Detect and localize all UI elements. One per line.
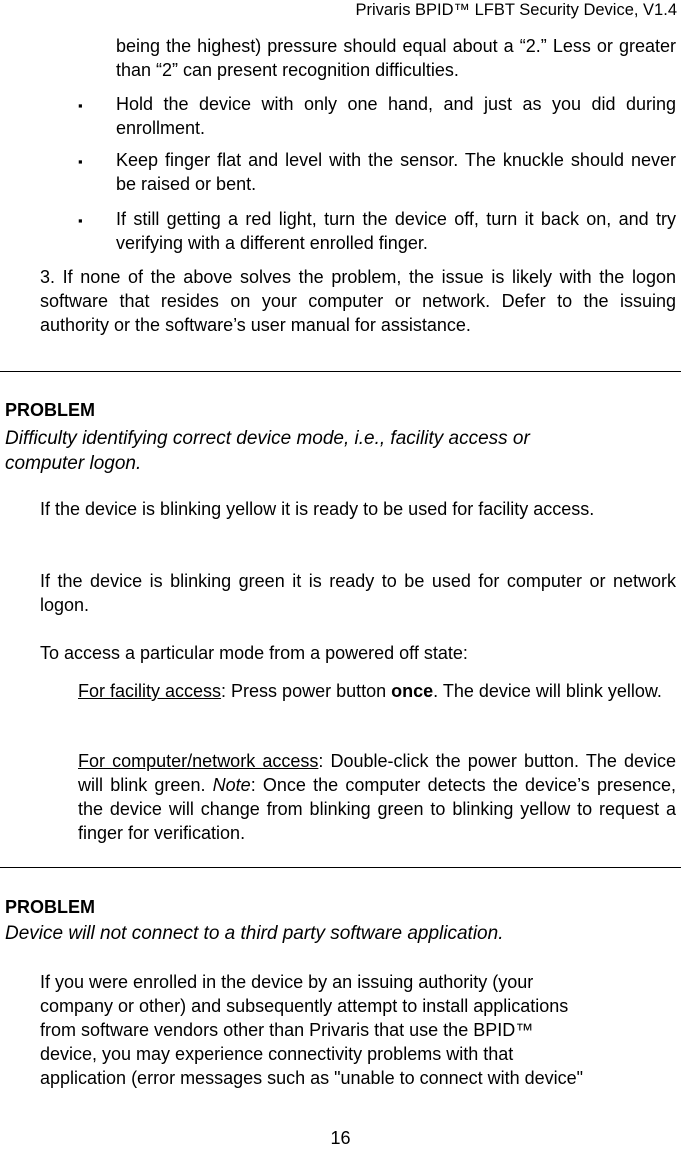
computer-access-term: For computer/network access — [78, 751, 319, 771]
paragraph-line: application (error messages such as "unable to connect with device" — [40, 1068, 584, 1088]
problem-paragraph: To access a particular mode from a powered off state: — [40, 643, 468, 663]
instruction-text: : Once the computer detects the device’s presence, the device will change from blinking green to blinking yellow to request a finger for verification. — [78, 775, 676, 843]
problem-paragraph: If the device is blinking yellow it is ready to be used for facility access. — [40, 499, 595, 519]
problem-paragraph: If the device is blinking green it is ready to be used for computer or network logon. — [40, 571, 676, 615]
step-3-paragraph: 3. If none of the above solves the problem, the issue is likely with the logon software that resides on your computer or network. Defer to the issuing authority or the software’s user manual for assistance. — [40, 267, 676, 335]
problem-label: PROBLEM — [5, 400, 95, 420]
computer-access-instruction — [78, 749, 676, 845]
section-divider — [0, 867, 681, 868]
bullet-item: If still getting a red light, turn the device off, turn it back on, and try verifying with a different enrolled finger. — [116, 209, 676, 253]
continuation-paragraph: being the highest) pressure should equal about a “2.” Less or greater than “2” can present recognition difficulties. — [116, 36, 676, 80]
bullet-item: Keep finger flat and level with the sensor. The knuckle should never be raised or bent. — [116, 150, 676, 194]
problem-label: PROBLEM — [5, 897, 95, 917]
bullet-marker: ▪ — [78, 98, 83, 113]
bullet-marker: ▪ — [78, 154, 83, 169]
facility-access-term: For facility access — [78, 681, 222, 701]
bullet-marker: ▪ — [78, 213, 83, 228]
paragraph-line: If you were enrolled in the device by an issuing authority (your — [40, 972, 534, 992]
emphasis-once: once — [391, 681, 434, 701]
instruction-text: : Press power button — [221, 681, 392, 701]
facility-access-instruction — [78, 679, 676, 703]
running-header: Privaris BPID™ LFBT Security Device, V1.4 — [355, 1, 677, 19]
problem-title: Device will not connect to a third party software application. — [5, 923, 504, 944]
problem-paragraph — [40, 970, 680, 1090]
section-divider — [0, 371, 681, 372]
problem-title: Difficulty identifying correct device mode, i.e., facility access or computer logon. — [5, 428, 530, 474]
paragraph-line: device, you may experience connectivity problems with that — [40, 1044, 514, 1064]
instruction-text: . The device will blink yellow. — [433, 681, 662, 701]
instruction-text: : Double-click the power button. The device will blink green. — [78, 751, 677, 795]
paragraph-line: from software vendors other than Privaris that use the BPID™ — [40, 1020, 534, 1040]
paragraph-line: company or other) and subsequently attempt to install applications — [40, 996, 569, 1016]
bullet-item: Hold the device with only one hand, and just as you did during enrollment. — [116, 94, 676, 138]
note-label: Note — [212, 775, 251, 795]
page-number: 16 — [330, 1128, 351, 1148]
